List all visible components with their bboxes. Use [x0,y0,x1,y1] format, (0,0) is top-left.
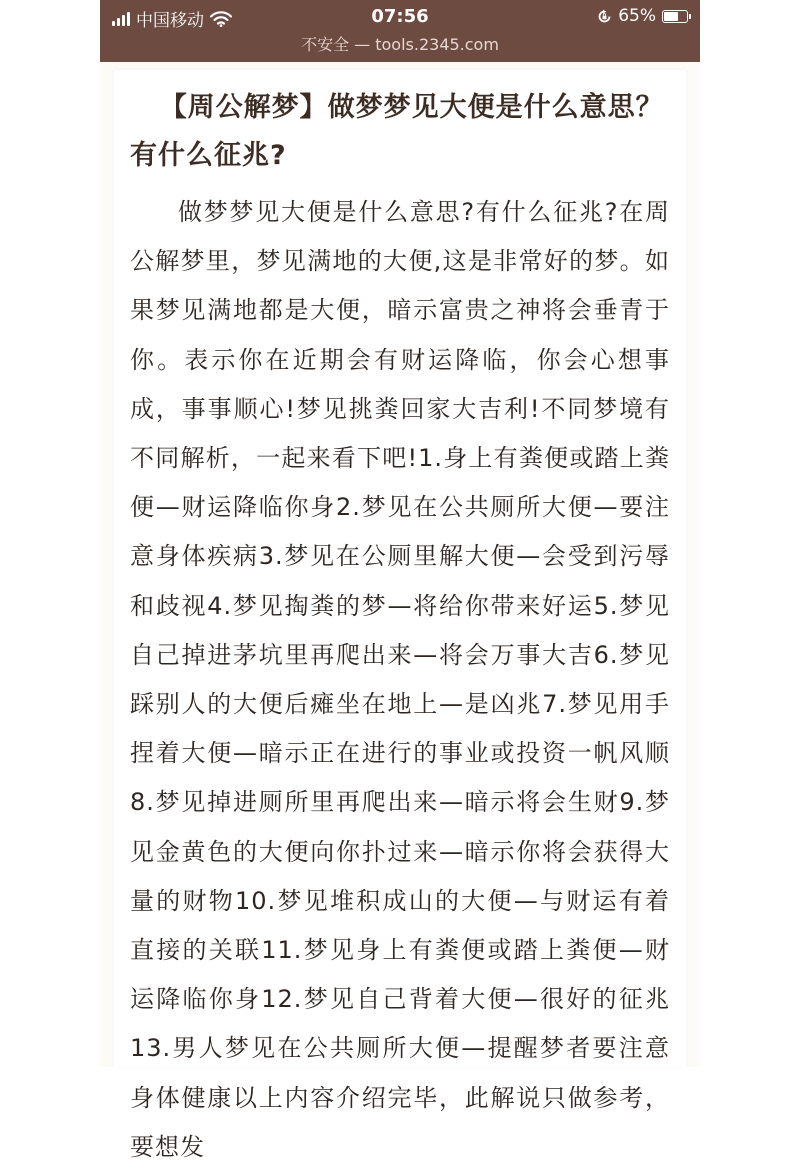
battery-fill [664,12,678,21]
address-bar[interactable]: 不安全 — tools.2345.com [301,35,499,54]
signal-strength-icon [112,12,130,26]
status-bar [100,4,700,30]
status-right [597,6,688,26]
carrier-name: 中国移动 [136,11,204,31]
article [130,84,670,1172]
article-body: 做梦梦见大便是什么意思?有什么征兆?在周公解梦里，梦见满地的大便,这是非常好的梦。如果梦见满地都是大便，暗示富贵之神将会垂青于你。表示你在近期会有财运降临，你会心想事成，事事顺心!梦见挑粪回家大吉利!不同梦境有不同解析，一起来看下吧!1.身上有粪便或踏上粪便—财运降临你身2.梦见在公共厕所大便—要注意身体疾病3.梦见在公厕里解大便—会受到污辱和歧视4.梦见掏粪的梦—将给你带来好运5.梦见自己掉进茅坑里再爬出来—将会万事大吉6.梦见踩别人的大便后瘫坐在地上—是凶兆7.梦见用手捏着大便—暗示正在进行的事业或投资一帆风顺8.梦见掉进厕所里再爬出来—暗示将会生财9.梦见金黄色的大便向你扑过来—暗示你将会获得大量的财物10.梦见堆积成山的大便—与财运有着直接的关联11.梦见身上有粪便或踏上粪便—财运降临你身12.梦见自己背着大便—很好的征兆13.男人梦见在公共厕所大便—提醒梦者要注意身体健康以上内容介绍完毕，此解说只做参考，要想发 [130,198,670,1161]
article-title: 【周公解梦】做梦梦见大便是什么意思？有什么征兆? [130,92,664,171]
rotation-lock-icon [597,9,612,24]
status-time: 07:56 [371,6,429,27]
page-content [114,70,686,1161]
battery-percent: 65% [618,6,656,26]
battery-icon [662,10,688,23]
status-left [112,6,232,31]
phone-screen [100,0,700,1161]
wifi-icon [210,11,232,27]
browser-top-bar [100,0,700,62]
